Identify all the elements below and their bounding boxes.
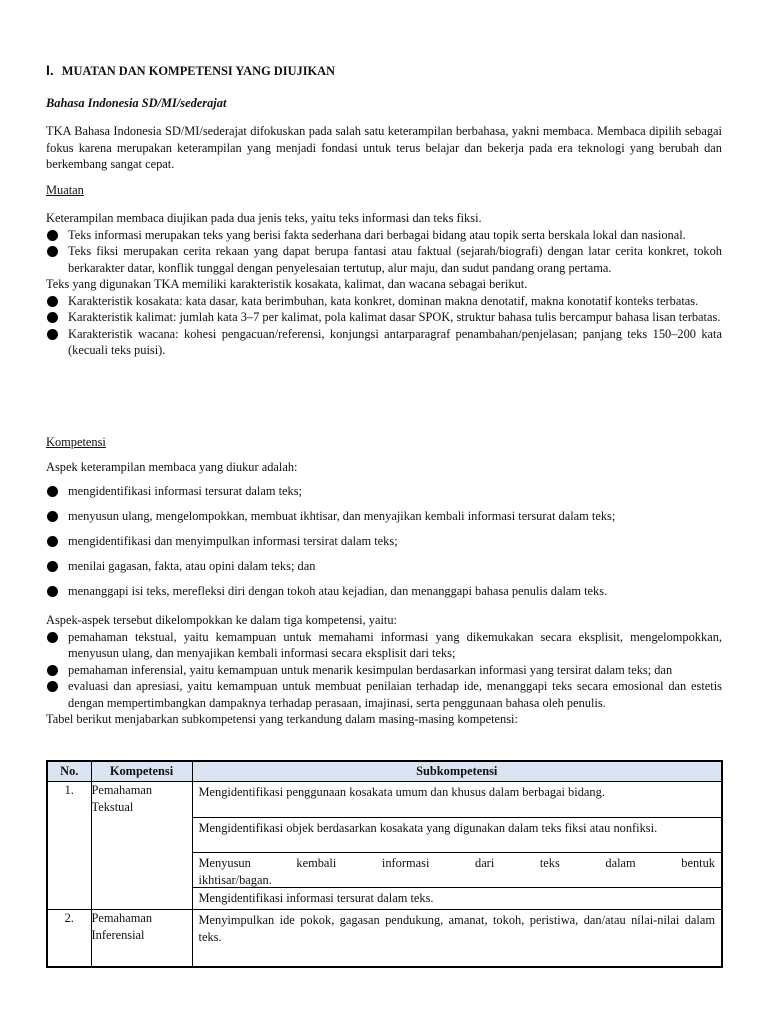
list-item: evaluasi dan apresiasi, yaitu kemampuan untuk membuat penilaian terhadap ide, menanggapi teks secara emosional dan estetis dengan mempertimbangkan dampaknya terhadap perasaan, imajinasi, serta penggunaan bahasa oleh penulis. — [46, 678, 722, 711]
subcompetency-table — [46, 760, 749, 968]
list-item: pemahaman tekstual, yaitu kemampuan untuk memahami informasi yang dikemukakan secara eksplisit, mengelompokkan, menyusun ulang, dan menyajikan kembali informasi secara eksplisit dari teks; — [46, 629, 722, 662]
bullet-icon — [47, 536, 58, 547]
section-heading — [46, 62, 335, 80]
bullet-icon — [47, 312, 58, 323]
list-item: Karakteristik kalimat: jumlah kata 3–7 per kalimat, pola kalimat dasar SPOK, struktur bahasa tulis bercampur bahasa lisan terbatas. — [46, 309, 722, 326]
row-subkompetensi — [192, 910, 722, 968]
bullet-icon — [47, 246, 58, 257]
list-item: pemahaman inferensial, yaitu kemampuan untuk menarik kesimpulan berdasarkan informasi yang tersirat dalam teks; dan — [46, 662, 722, 679]
competency-groups-list — [46, 629, 722, 712]
list-item: Teks fiksi merupakan cerita rekaan yang dapat berupa fantasi atau faktual (sejarah/biografi) dengan latar cerita konkret, tokoh berkarakter datar, konflik tunggal dengan penyelesaian tertutup, alur maju, dan sudut pandang orang pertama. — [46, 243, 722, 276]
bullet-icon — [47, 632, 58, 643]
list-item: Karakteristik wacana: kohesi pengacuan/referensi, konjungsi antarparagraf penambahan/penjelasan; panjang teks 150–200 kata (kecuali teks puisi). — [46, 326, 722, 359]
table-header-row — [47, 761, 722, 782]
row-kompetensi: Pemahaman Inferensial — [91, 910, 192, 968]
muatan-lead: Keterampilan membaca diujikan pada dua jenis teks, yaitu teks informasi dan teks fiksi. — [46, 211, 482, 225]
header-kompetensi: Kompetensi — [91, 761, 192, 782]
bullet-icon — [47, 681, 58, 692]
bullet-icon — [47, 561, 58, 572]
list-item: menilai gagasan, fakta, atau opini dalam teks; dan — [46, 558, 722, 575]
subkompetensi-cell: Menyusun kembali informasi dari teks dalam bentuk ikhtisar/bagan. — [193, 853, 722, 888]
header-subkompetensi: Subkompetensi — [192, 761, 722, 782]
list-item: mengidentifikasi dan menyimpulkan informasi tersirat dalam teks; — [46, 533, 722, 550]
subkompetensi-cell: Mengidentifikasi informasi tersurat dalam teks. — [198, 891, 434, 905]
list-item: Karakteristik kosakata: kata dasar, kata berimbuhan, kata konkret, dominan makna denotatif, makna konotatif konteks terbatas. — [46, 293, 722, 310]
bullet-icon — [47, 486, 58, 497]
aspects-list — [46, 483, 722, 600]
competency-groups-lead: Aspek-aspek tersebut dikelompokkan ke dalam tiga kompetensi, yaitu: — [46, 613, 397, 627]
list-item: menanggapi isi teks, merefleksi diri dengan tokoh atau kejadian, dan menanggapi bahasa penulis dalam teks. — [46, 583, 722, 600]
row-number: 2. — [47, 910, 91, 968]
kompetensi-heading: Kompetensi — [46, 435, 106, 449]
list-item: mengidentifikasi informasi tersurat dalam teks; — [46, 483, 722, 500]
row-kompetensi: Pemahaman Tekstual — [91, 782, 192, 910]
header-no: No. — [47, 761, 91, 782]
table-row — [47, 782, 722, 910]
kompetensi-lead: Aspek keterampilan membaca yang diukur adalah: — [46, 460, 298, 474]
intro-paragraph: TKA Bahasa Indonesia SD/MI/sederajat difokuskan pada salah satu keterampilan berbahasa, yakni membaca. Membaca dipilih sebagai fokus karena merupakan keterampilan yang menjadi fondasi untuk terus belajar dan bekerja pada era teknologi yang berubah dan berkembang sangat cepat. — [46, 124, 722, 171]
aspects-section — [46, 483, 722, 608]
muatan-section — [46, 210, 722, 359]
bullet-icon — [47, 296, 58, 307]
subkompetensi-cell: Menyimpulkan ide pokok, gagasan pendukung, amanat, tokoh, peristiwa, dan/atau nilai-nilai dalam teks. — [198, 913, 715, 944]
section-number: I. — [46, 62, 54, 78]
section-title: MUATAN DAN KOMPETENSI YANG DIUJIKAN — [61, 64, 336, 78]
table-row — [47, 910, 722, 968]
row-subkompetensi — [192, 782, 749, 910]
list-item: menyusun ulang, mengelompokkan, membuat ikhtisar, dan menyajikan kembali informasi tersurat dalam teks; — [46, 508, 722, 525]
bullet-icon — [47, 665, 58, 676]
bullet-icon — [47, 329, 58, 340]
bullet-icon — [47, 230, 58, 241]
characteristics-lead: Teks yang digunakan TKA memiliki karakteristik kosakata, kalimat, dan wacana sebagai berikut. — [46, 277, 528, 291]
text-types-list — [46, 227, 722, 277]
characteristics-list — [46, 293, 722, 359]
subkompetensi-cell: Mengidentifikasi objek berdasarkan kosakata yang digunakan dalam teks fiksi atau nonfiksi. — [193, 818, 722, 853]
bullet-icon — [47, 586, 58, 597]
row-number: 1. — [47, 782, 91, 910]
muatan-heading: Muatan — [46, 183, 84, 197]
bullet-icon — [47, 511, 58, 522]
subject-title: Bahasa Indonesia SD/MI/sederajat — [46, 96, 227, 110]
subkompetensi-cell: Mengidentifikasi penggunaan kosakata umum dan khusus dalam berbagai bidang. — [193, 782, 722, 818]
list-item: Teks informasi merupakan teks yang berisi fakta sederhana dari berbagai bidang atau topik serta berskala lokal dan nasional. — [46, 227, 722, 244]
table-lead: Tabel berikut menjabarkan subkompetensi yang terkandung dalam masing-masing kompetensi: — [46, 712, 518, 726]
competency-groups-section — [46, 612, 722, 728]
